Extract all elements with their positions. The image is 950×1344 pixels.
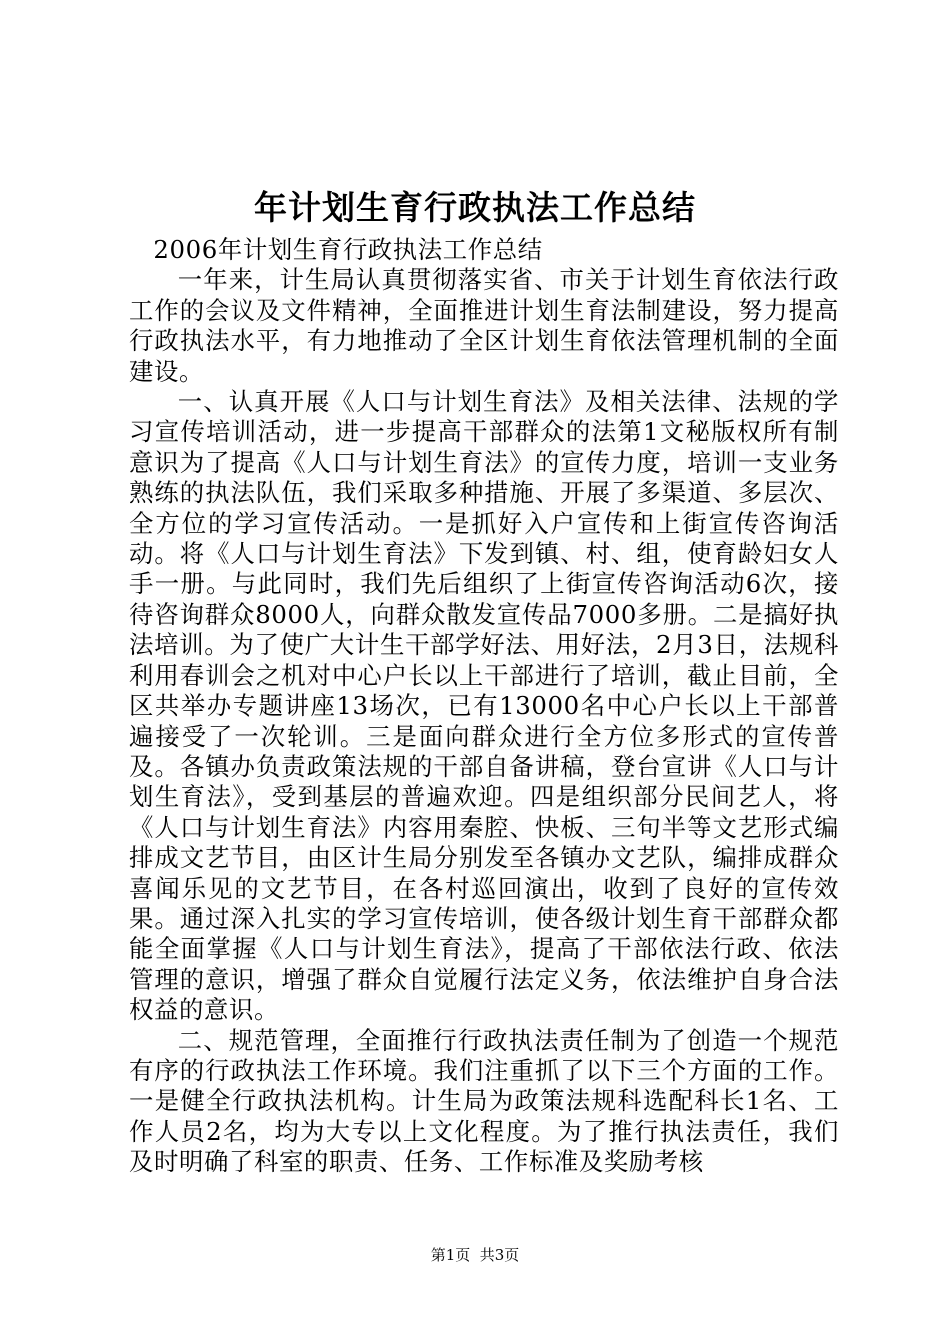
document-body: [129, 235, 839, 1178]
paragraph-section-one: 一、认真开展《人口与计划生育法》及相关法律、法规的学习宣传培训活动，进一步提高干部群众的法第1文秘版权所有制意识为了提高《人口与计划生育法》的宣传力度，培训一支业务熟练的执法队伍，我们采取多种措施、开展了多渠道、多层次、全方位的学习宣传活动。一是抓好入户宣传和上街宣传咨询活动。将《人口与计划生育法》下发到镇、村、组，使育龄妇女人手一册。与此同时，我们先后组织了上街宣传咨询活动6次，接待咨询群众8000人，向群众散发宣传品7000多册。二是搞好执法培训。为了使广大计生干部学好法、用好法，2月3日，法规科利用春训会之机对中心户长以上干部进行了培训，截止目前，全区共举办专题讲座13场次，已有13000名中心户长以上干部普遍接受了一次轮训。三是面向群众进行全方位多形式的宣传普及。各镇办负责政策法规的干部自备讲稿，登台宣讲《人口与计划生育法》，受到基层的普遍欢迎。四是组织部分民间艺人，将《人口与计划生育法》内容用秦腔、快板、三句半等文艺形式编排成文艺节目，由区计生局分别发至各镇办文艺队，编排成群众喜闻乐见的文艺节目，在各村巡回演出，收到了良好的宣传效果。通过深入扎实的学习宣传培训，使各级计划生育干部群众都能全面掌握《人口与计划生育法》，提高了干部依法行政、依法管理的意识，增强了群众自觉履行法定义务，依法维护自身合法权益的意识。: [129, 387, 839, 1025]
page-footer: 第1页 共3页: [430, 1246, 520, 1264]
paragraph-section-two: 二、规范管理，全面推行行政执法责任制为了创造一个规范有序的行政执法工作环境。我们注重抓了以下三个方面的工作。一是健全行政执法机构。计生局为政策法规科选配科长1名、工作人员2名，均为大专以上文化程度。为了推行执法责任，我们及时明确了科室的职责、任务、工作标准及奖励考核: [129, 1025, 839, 1177]
paragraph-intro: 一年来，计生局认真贯彻落实省、市关于计划生育依法行政工作的会议及文件精神，全面推进计划生育法制建设，努力提高行政执法水平，有力地推动了全区计划生育依法管理机制的全面建设。: [129, 265, 839, 386]
document-subtitle: 2006年计划生育行政执法工作总结: [153, 235, 543, 264]
document-title: 年计划生育行政执法工作总结: [254, 188, 696, 227]
